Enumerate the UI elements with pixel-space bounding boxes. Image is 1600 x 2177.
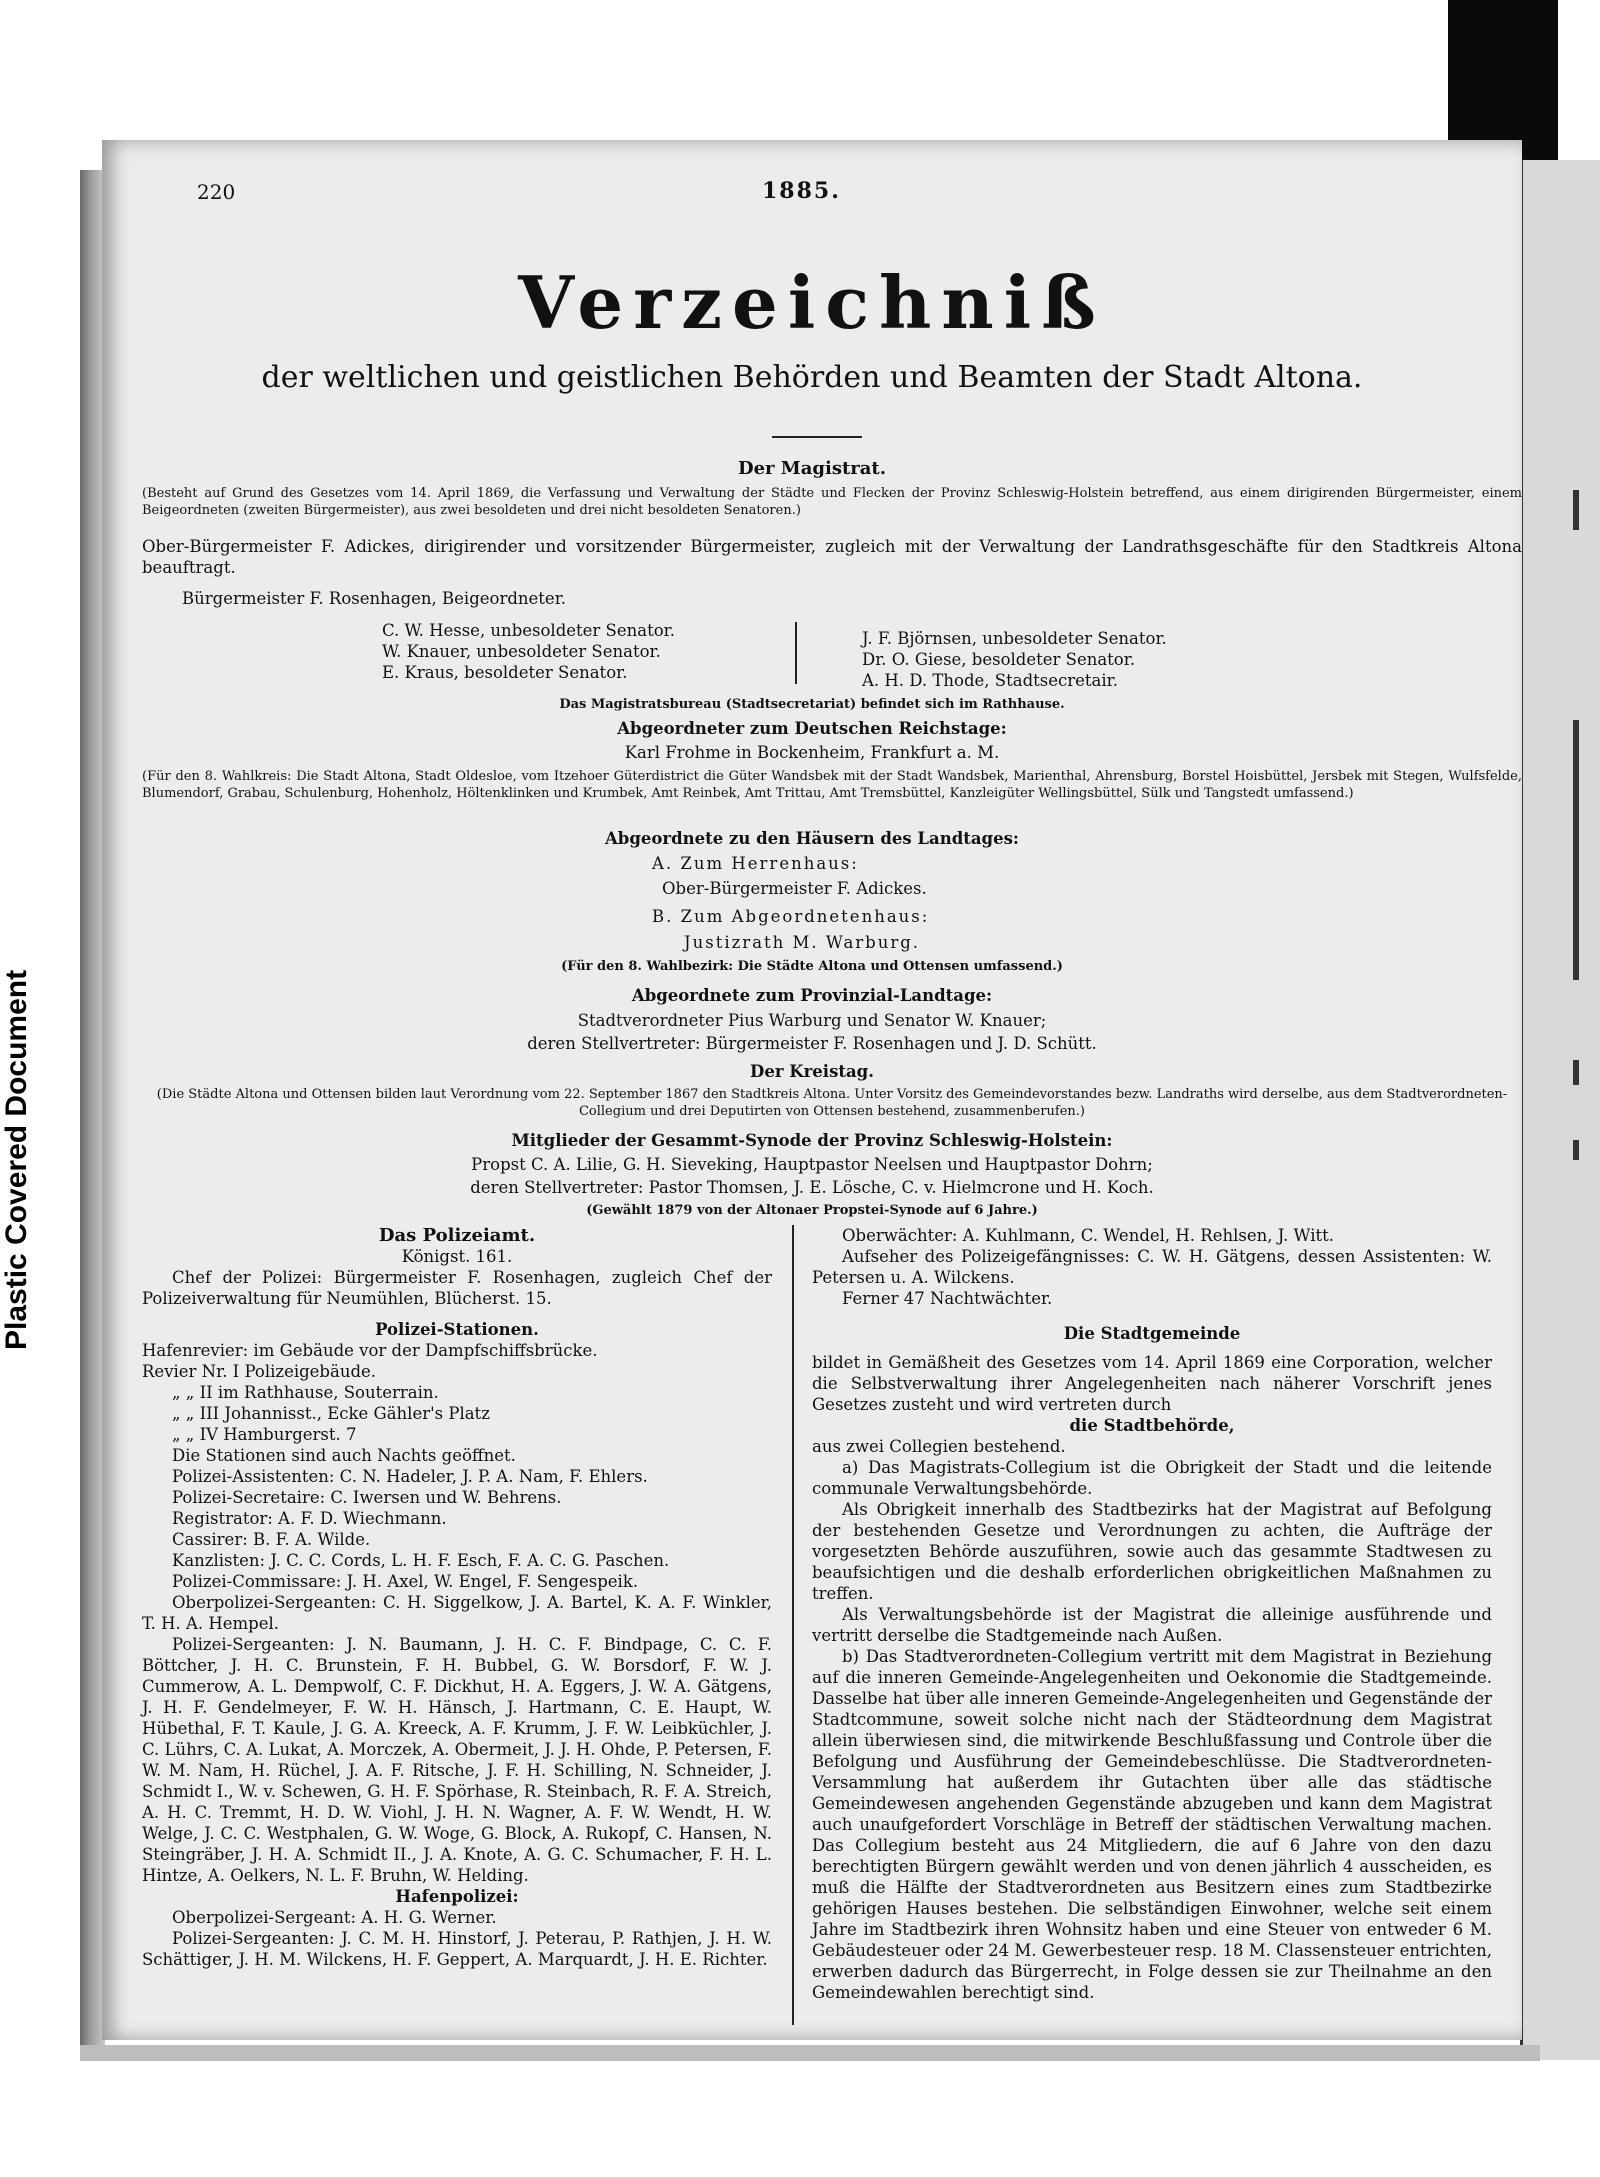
abgeordnetenhaus-label: B. Zum Abgeordnetenhaus: — [652, 907, 930, 926]
senator-right-2: Dr. O. Giese, besoldeter Senator. — [862, 650, 1136, 669]
landtag-note: (Für den 8. Wahlbezirk: Die Städte Altona und Ottensen umfassend.) — [561, 959, 1063, 974]
kreistag-note: (Die Städte Altona und Ottensen bilden laut Verordnung vom 22. September 1867 den Stadtkreis Altona. Unter Vorsitz des Gemeindevorstandes bezw. Landraths wird derselbe, aus dem Stadtverordneten-Collegium und drei Deputirten von Ottensen bestehend, zusammenberufen.) — [156, 1087, 1508, 1119]
para-obrigkeit: Als Obrigkeit innerhalb des Stadtbezirks hat der Magistrat auf Befolgung der bestehenden Gesetze und Verordnungen zu achten, die Aufträge der vorgesetzten Behörde auszuführen, sowie auch das gesammte Stadtwesen zu beaufsichtigen und die deshalb erforderlichen obrigkeitlichen Maßnahmen zu treffen. — [812, 1500, 1492, 1603]
landtag-heading: Abgeordnete zu den Häusern des Landtages: — [605, 829, 1019, 848]
revier-3: „ „ III Johannisst., Ecke Gähler's Platz — [172, 1404, 490, 1423]
oberbuergermeister: Ober-Bürgermeister F. Adickes, dirigirender und vorsitzender Bürgermeister, zugleich mit der Verwaltung der Landrathsgeschäfte für den Stadtkreis Altona beauftragt. — [142, 537, 1522, 577]
polizeiamt-heading: Das Polizeiamt. — [378, 1225, 536, 1246]
senators-divider — [795, 622, 797, 684]
provinzial-heading: Abgeordnete zum Provinzial-Landtage: — [631, 986, 993, 1005]
synode-line1: Propst C. A. Lilie, G. H. Sieveking, Hauptpastor Neelsen und Hauptpastor Dohrn; — [471, 1155, 1153, 1174]
magistrat-note: (Besteht auf Grund des Gesetzes vom 14. April 1869, die Verfassung und Verwaltung der Städte und Flecken der Provinz Schleswig-Holstein betreffend, aus einem dirigirenden Bürgermeister, einem Beigeordneten (zweiten Bürgermeister), aus zwei besoldeten und drei nicht besoldeten Senatoren.) — [142, 486, 1522, 518]
staff-4: Cassirer: B. F. A. Wilde. — [172, 1530, 371, 1549]
herrenhaus-label: A. Zum Herrenhaus: — [652, 854, 859, 873]
stationen-heading: Polizei-Stationen. — [375, 1320, 539, 1339]
revier-2: „ „ II im Rathhause, Souterrain. — [172, 1383, 439, 1402]
oberwaechter: Oberwächter: A. Kuhlmann, C. Wendel, H. Rehlsen, J. Witt. — [842, 1226, 1335, 1245]
page-year: 1885. — [762, 178, 841, 204]
side-label: Plastic Covered Document — [0, 969, 33, 1350]
stationen-nachts: Die Stationen sind auch Nachts geöffnet. — [172, 1446, 516, 1465]
column-divider — [792, 1225, 794, 2025]
hafenpolizei-heading: Hafenpolizei: — [395, 1887, 519, 1906]
stadtbehoerde-heading: die Stadtbehörde, — [1069, 1416, 1235, 1435]
staff-6: Polizei-Commissare: J. H. Axel, W. Engel, F. Sengespeik. — [172, 1572, 639, 1591]
hafenrevier: Hafenrevier: im Gebäude vor der Dampfschiffsbrücke. — [142, 1341, 598, 1360]
collegien: aus zwei Collegien bestehend. — [812, 1437, 1066, 1456]
senator-left-3: E. Kraus, besoldeter Senator. — [382, 663, 628, 682]
page-subtitle: der weltlichen und geistlichen Behörden und Beamten der Stadt Altona. — [261, 360, 1363, 395]
revier-1: Revier Nr. I Polizeigebäude. — [142, 1362, 377, 1381]
bottom-edge — [80, 2045, 1540, 2061]
synode-heading: Mitglieder der Gesammt-Synode der Provinz Schleswig-Holstein: — [511, 1131, 1113, 1150]
senators-left — [382, 620, 882, 683]
staff-7: Oberpolizei-Sergeanten: C. H. Siggelkow, J. A. Bartel, K. A. F. Winkler, T. H. A. Hempel. — [142, 1593, 772, 1633]
nachtwaechter: Ferner 47 Nachtwächter. — [842, 1289, 1053, 1308]
para-stadtverordneten: b) Das Stadtverordneten-Collegium vertritt mit dem Magistrat in Beziehung auf die inneren Gemeinde-Angelegenheiten und Oekonomie die Stadtgemeinde. Dasselbe hat über alle inneren Gemeinde-Angelegenheiten und Gegenstände der Stadtcommune, soweit solche nicht nach der Städteordnung dem Magistrat allein überwiesen sind, die mitwirkende Beschlußfassung und Controle über die Befolgung und Ausführung der Gemeindebeschlüsse. Die Stadtverordneten-Versammlung hat außerdem ihr Gutachten über alle das städtische Gemeindewesen angehenden Gegenstände abzugeben und kann dem Magistrat auch unaufgefordert Vorschläge in Betreff der städtischen Verwaltung machen. Das Collegium besteht aus 24 Mitgliedern, die auf 6 Jahre von den dazu berechtigten Bürgern gewählt werden und von denen jährlich 4 ausscheiden, es muß die Hälfte der Stadtverordneten aus Besitzern eines zum Stadtbezirke gehörigen Hauses bestehen. Die selbständigen Einwohner, welche seit einem Jahre im Stadtbezirk ihren Wohnsitz haben und eine Steuer von entweder 6 M. Gebäudesteuer oder 24 M. Gewerbesteuer resp. 18 M. Classensteuer entrichten, erwerben dadurch das Bürgerrecht, in Folge dessen sie zur Theilnahme an den Gemeindewahlen berechtigt sind. — [812, 1647, 1492, 2002]
stadtgemeinde-text: bildet in Gemäßheit des Gesetzes vom 14. April 1869 eine Corporation, welcher die Selbstverwaltung ihrer Angelegenheiten nach näherer Vorschrift jenes Gesetzes zusteht und wird vertreten durch — [812, 1353, 1492, 1414]
synode-line2: deren Stellvertreter: Pastor Thomsen, J. E. Lösche, C. v. Hielmcrone und H. Koch. — [470, 1178, 1154, 1197]
hafen-sergeanten: Polizei-Sergeanten: J. C. M. H. Hinstorf, J. Peterau, P. Rathjen, J. H. W. Schättiger, J. H. M. Wilckens, H. F. Geppert, A. Marquardt, J. H. E. Richter. — [142, 1929, 772, 1969]
page-number: 220 — [197, 180, 236, 204]
page-title: Verzeichniß — [518, 260, 1106, 345]
herrenhaus-name: Ober-Bürgermeister F. Adickes. — [662, 879, 927, 898]
right-adjacent-page — [1520, 160, 1600, 2060]
document-page — [102, 140, 1522, 2040]
aufseher: Aufseher des Polizeigefängnisses: C. W. H. Gätgens, dessen Assistenten: W. Petersen u. A. Wilckens. — [812, 1247, 1492, 1287]
para-magistrats-collegium: a) Das Magistrats-Collegium ist die Obrigkeit der Stadt und die leitende communale Verwaltungsbehörde. — [812, 1458, 1492, 1498]
polizei-sergeanten: Polizei-Sergeanten: J. N. Baumann, J. H. C. F. Bindpage, C. C. F. Böttcher, J. H. C. Brunstein, F. H. Bubbel, G. W. Borsdorf, F. W. J. Cummerow, A. L. Dempwolf, C. F. Dickhut, H. A. Eggers, J. W. A. Gätgens, J. H. F. Gendelmeyer, F. W. H. Hänsch, J. Hartmann, C. E. Haupt, W. Hübethal, F. T. Kaule, J. G. A. Kreeck, A. F. Krumm, J. F. W. Leibküchler, J. C. Lührs, C. A. Lukat, A. Morczek, A. Obermeit, J. J. H. Ohde, P. Petersen, F. W. M. Nam, H. Rüchel, J. A. F. Ritsche, J. F. H. Schilling, N. Schneider, J. Schmidt I., W. v. Schewen, G. H. F. Spörhase, R. Steinbach, R. F. A. Streich, A. H. C. Tremmt, H. D. W. Viohl, J. H. N. Wagner, A. F. W. Wendt, H. W. Welge, J. C. C. Westphalen, G. W. Woge, G. Block, A. Rukopf, C. Hansen, N. Steingräber, J. H. A. Schmidt II., J. A. Knote, A. G. C. Schumacher, F. H. L. Hintze, A. Oelkers, N. L. F. Bruhn, W. Helding. — [142, 1635, 772, 1885]
synode-note: (Gewählt 1879 von der Altonaer Propstei-Synode auf 6 Jahre.) — [586, 1203, 1038, 1218]
revier-4: „ „ IV Hamburgerst. 7 — [172, 1425, 357, 1444]
senator-right-1: J. F. Björnsen, unbesoldeter Senator. — [862, 629, 1167, 648]
magistrat-heading: Der Magistrat. — [738, 458, 886, 479]
title-rule — [772, 436, 862, 438]
staff-2: Polizei-Secretaire: C. Iwersen und W. Behrens. — [172, 1488, 562, 1507]
polizeiamt-chef: Chef der Polizei: Bürgermeister F. Rosenhagen, zugleich Chef der Polizeiverwaltung für Neumühlen, Blücherst. 15. — [142, 1268, 772, 1308]
stadtgemeinde-heading: Die Stadtgemeinde — [1063, 1324, 1241, 1343]
staff-3: Registrator: A. F. D. Wiechmann. — [172, 1509, 447, 1528]
provinzial-line1: Stadtverordneter Pius Warburg und Senator W. Knauer; — [577, 1011, 1047, 1030]
left-column — [142, 1225, 772, 1970]
senator-left-1: C. W. Hesse, unbesoldeter Senator. — [382, 621, 675, 640]
reichstag-name: Karl Frohme in Bockenheim, Frankfurt a. M. — [624, 743, 1000, 762]
para-verwaltungsbehoerde: Als Verwaltungsbehörde ist der Magistrat die alleinige ausführende und vertritt derselbe die Stadtgemeinde nach Außen. — [812, 1605, 1492, 1645]
magistrat-bureau: Das Magistratsbureau (Stadtsecretariat) befindet sich im Rathhause. — [559, 697, 1065, 712]
buergermeister: Bürgermeister F. Rosenhagen, Beigeordneter. — [182, 589, 567, 608]
provinzial-line2: deren Stellvertreter: Bürgermeister F. Rosenhagen und J. D. Schütt. — [527, 1034, 1097, 1053]
staff-1: Polizei-Assistenten: C. N. Hadeler, J. P. A. Nam, F. Ehlers. — [172, 1467, 648, 1486]
senator-left-2: W. Knauer, unbesoldeter Senator. — [382, 642, 661, 661]
right-column — [812, 1225, 1492, 2003]
reichstag-note: (Für den 8. Wahlkreis: Die Stadt Altona, Stadt Oldesloe, vom Itzehoer Güterdistrict die Güter Wandsbek mit der Stadt Wandsbek, Marienthal, Ahrensburg, Borstel Hoisbüttel, Jersbek mit Stegen, Wulfsfelde, Blumendorf, Grabau, Schulenburg, Hohenholz, Höltenklinken und Krumbek, Amt Reinbek, Amt Trittau, Amt Tremsbüttel, Kanzleigüter Wellingsbüttel, Sülk und Tangstedt umfassend.) — [142, 769, 1522, 801]
staff-5: Kanzlisten: J. C. C. Cords, L. H. F. Esch, F. A. C. G. Paschen. — [172, 1551, 670, 1570]
polizeiamt-address: Königst. 161. — [401, 1247, 513, 1266]
abgeordnetenhaus-name: Justizrath M. Warburg. — [684, 933, 921, 952]
senator-right-3: A. H. D. Thode, Stadtsecretair. — [862, 671, 1118, 690]
kreistag-heading: Der Kreistag. — [750, 1062, 874, 1081]
senators-right — [862, 628, 1422, 691]
hafen-oberpolizei: Oberpolizei-Sergeant: A. H. G. Werner. — [172, 1908, 497, 1927]
reichstag-heading: Abgeordneter zum Deutschen Reichstage: — [617, 719, 1007, 738]
